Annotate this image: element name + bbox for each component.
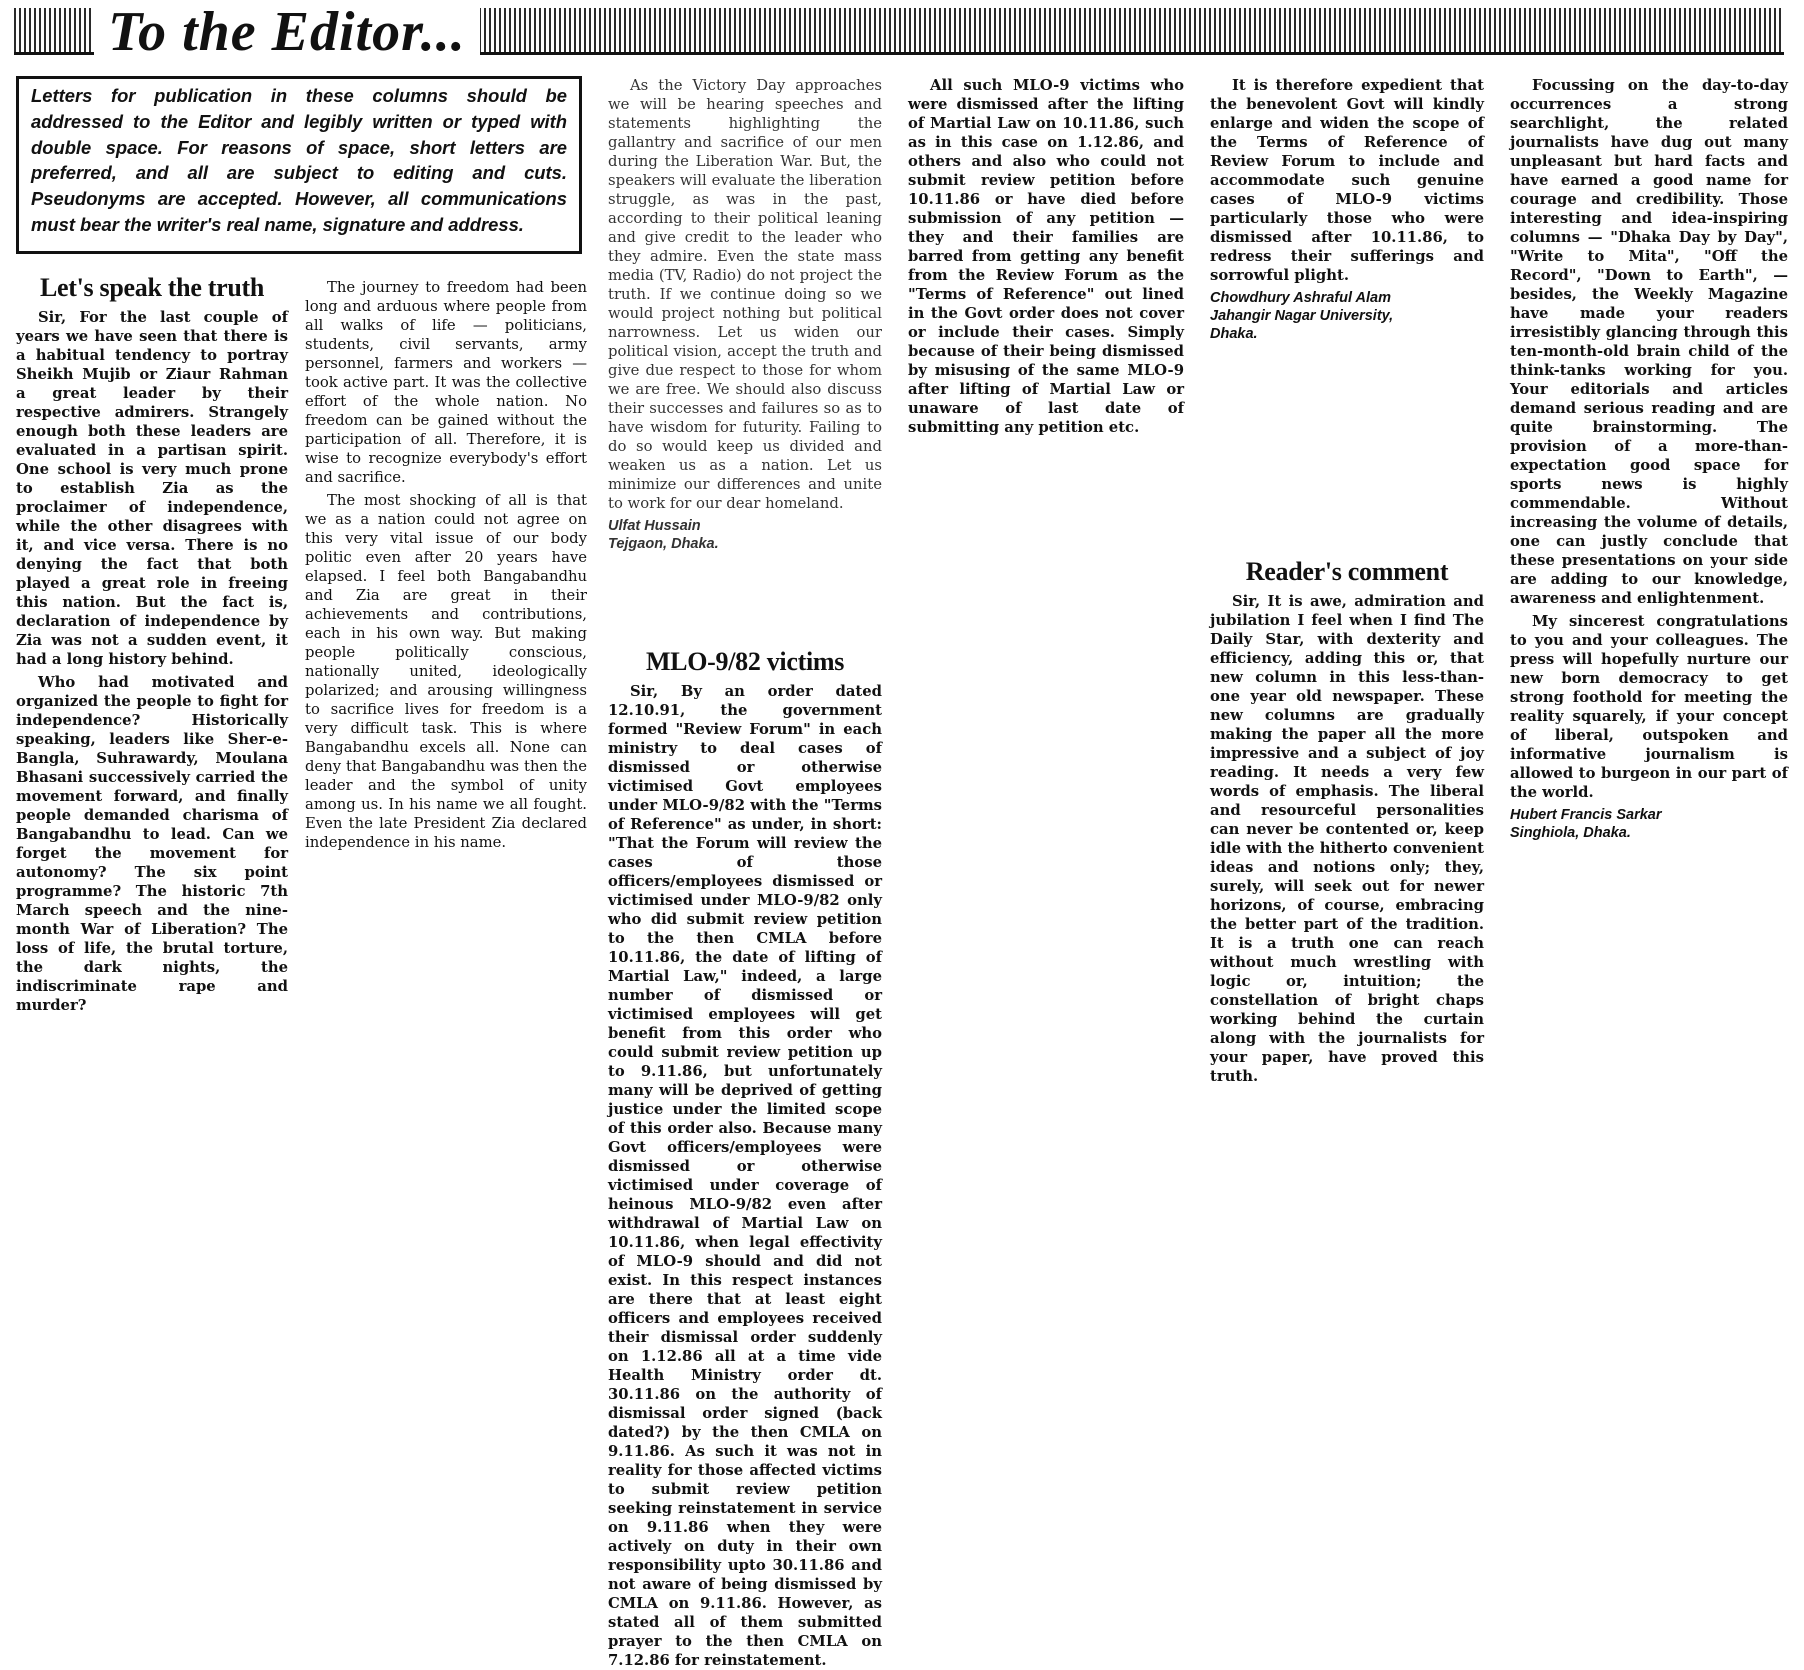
- letter-title-mlo: MLO-9/82 victims: [645, 647, 845, 676]
- letter-paragraph: All such MLO-9 victims who were dismissed after the lifting of Martial Law on 10.11.86, such as in this case on 1.12.86, and others and also who could not submit review petition before 10.11.86 or have died before submission of any petition — they and their families are barred from getting any benefit from the Review Forum as the "Terms of Reference" out lined in the Govt order does not cover or include their cases. Simply because of their being dismissed by misusing of the same MLO-9 after lifting of Martial Law or unaware of last date of submitting any petition etc.: [908, 77, 1184, 436]
- letter-paragraph: The journey to freedom had been long and arduous where people from all walks of life — politicians, students, civil servants, army personnel, farmers and workers — took active part. It was the collective effort of the whole nation. No freedom can be gained without the participation of all. Therefore, it is wise to recognize everybody's effort and sacrifice.: [305, 279, 587, 486]
- letter-signature: [608, 517, 882, 553]
- submission-notice-box: Letters for publication in these columns should be addressed to the Editor and legibly written or typed with double space. For reasons of space, short letters are preferred, and all are subject to editing and cuts. Pseudonyms are accepted. However, all communications must bear the writer's real name, signature and address.: [16, 76, 582, 254]
- letter-mlo-col5: [1210, 76, 1484, 546]
- letter-paragraph: Focussing on the day-to-day occurrences a strong searchlight, the related journalists have dug out many unpleasant but hard facts and have earned a good name for courage and credibility. Those interesting and idea-inspiring columns — "Dhaka Day by Day", "Write to Mita", "Off the Record", "Down to Earth", — besides, the Weekly Magazine have made your readers irresistibly glancing through this ten-month-old brain child of the think-tanks working for you. Your editorials and articles demand serious reading and are quite brainstorming. The provision of a more-than-expectation good space for sports news is highly commendable. Without increasing the volume of details, one can justly conclude that these presentations on your side are adding to our knowledge, awareness and enlightenment.: [1510, 77, 1788, 607]
- section-title: To the Editor...: [94, 0, 480, 64]
- letter-signature: [1210, 289, 1484, 343]
- letter-paragraph: As the Victory Day approaches we will be hearing speeches and statements highlighting the gallantry and sacrifice of our men during the Liberation War. But, the speakers will evaluate the liberation struggle, as was in the past, according to their political leaning and give credit to the leader who they admire. Even the state mass media (TV, Radio) do not project the truth. If we continue doing so we would project nothing but political narrowness. Let us widen our political vision, accept the truth and give due respect to those for whom we are free. We should also discuss their successes and failures so as to have wisdom for futurity. Failing to do so would keep us divided and weaken us as a nation. Let us minimize our differences and unite to work for our dear homeland.: [608, 77, 882, 512]
- letter-paragraph: Sir, It is awe, admiration and jubilation I feel when I find The Daily Star, with dexterity and efficiency, adding this or, that new column in this less-than-one year old newspaper. These new columns are gradually making the paper all the more impressive and a subject of joy reading. It needs a very few words of emphasis. The liberal and resourceful personalities can never be contented or, keep idle with the hitherto convenient ideas and notions only; they, surely, will seek out for newer horizons, of course, embracing the better part of the tradition. It is a truth one can reach without much wrestling with logic or, intuition; the constellation of bright chaps working behind the curtain along with the journalists for your paper, have proved this truth.: [1210, 593, 1484, 1085]
- letter-mlo-col4: [908, 76, 1184, 986]
- letter-paragraph: Who had motivated and organized the people to fight for independence? Historically speaking, leaders like Sher-e-Bangla, Suhrawardy, Moulana Bhasani successively carried the movement forward, and finally people demanded charisma of Bangabandhu to lead. Can we forget the movement for autonomy? The six point programme? The historic 7th March speech and the nine-month War of Liberation? The loss of life, the brutal torture, the dark nights, the indiscriminate rape and murder?: [16, 674, 288, 1014]
- signature-name: Hubert Francis Sarkar: [1510, 807, 1662, 823]
- letter-speak-truth-col2: [305, 278, 587, 986]
- signature-place: Jahangir Nagar University,: [1210, 308, 1394, 324]
- letter-paragraph: Sir, For the last couple of years we have seen that there is a habitual tendency to portray Sheikh Mujib or Ziaur Rahman a great leader by their respective admirers. Strangely enough both these leaders are evaluated in a partisan spirit. One school is very much prone to establish Zia as the proclaimer of independence, while the other disagrees with it, and vice versa. There is no denying the fact that both played a great role in freeing this nation. But the fact is, declaration of independence by Zia was not a sudden event, it had a long history behind.: [16, 309, 288, 668]
- letter-mlo-col3: [608, 646, 882, 1669]
- signature-name: Chowdhury Ashraful Alam: [1210, 290, 1391, 306]
- signature-city: Dhaka.: [1210, 326, 1258, 342]
- letter-title-speak-truth: Let's speak the truth: [39, 273, 265, 302]
- letter-paragraph: It is therefore expedient that the benevolent Govt will kindly enlarge and widen the scope of the Terms of Reference of Review Forum to include and accommodate such genuine cases of MLO-9 victims particularly those who were dismissed after 10.11.86, to redress their sufferings and sorrowful plight.: [1210, 77, 1484, 284]
- signature-place: Singhiola, Dhaka.: [1510, 825, 1631, 841]
- letter-paragraph: My sincerest congratulations to you and your colleagues. The press will hopefully nurture our new born democracy to get strong foothold for meeting the reality squarely, if your concept of liberal, outspoken and informative journalism is allowed to burgeon in our part of the world.: [1510, 613, 1788, 801]
- letter-readers-comment-col5: [1210, 556, 1484, 1085]
- letter-paragraph: The most shocking of all is that we as a nation could not agree on this very vital issue of our body politic even after 20 years have elapsed. I feel both Bangabandhu and Zia are great in their achievements and contributions, each in his own way. But making people politically conscious, nationally united, ideologically polarized; and arousing willingness to sacrifice lives for freedom is a very difficult task. This is where Bangabandhu excels all. None can deny that Bangabandhu was then the leader and the symbol of unity among us. In his name we all fought. Even the late President Zia declared independence in his name.: [305, 492, 587, 851]
- section-header-band: [14, 1, 1784, 63]
- letter-paragraph: Sir, By an order dated 12.10.91, the government formed "Review Forum" in each ministry to deal cases of dismissed or otherwise victimised Govt employees under MLO-9/82 with the "Terms of Reference" as under, in short: "That the Forum will review the cases of those officers/employees dismissed or victimised under MLO-9/82 only who did submit review petition to the then CMLA before 10.11.86, the date of lifting of Martial Law," indeed, a large number of dismissed or victimised employees will get benefit from this order who could submit review petition up to 9.11.86, but unfortunately many will be deprived of getting justice under the limited scope of this order also. Because many Govt officers/employees were dismissed or otherwise victimised under coverage of heinous MLO-9/82 even after withdrawal of Martial Law on 10.11.86, when legal effectivity of MLO-9 should and did not exist. In this respect instances are there that at least eight officers and employees received their dismissal order suddenly on 1.12.86 all at a time vide Health Ministry order dt. 30.11.86 on the authority of dismissal order signed (back dated?) by the then CMLA on 9.11.86. As such it was not in reality for those affected victims to submit review petition seeking reinstatement in service on 9.11.86 when they were actively on duty in their own responsibility upto 30.11.86 and not aware of being dismissed by CMLA on 9.11.86. However, as stated all of them submitted prayer to the then CMLA on 7.12.86 for reinstatement.: [608, 683, 882, 1669]
- letter-signature: [1510, 806, 1788, 842]
- letter-readers-comment-col6: [1510, 76, 1788, 986]
- letter-title-readers-comment: Reader's comment: [1245, 557, 1449, 586]
- signature-place: Tejgaon, Dhaka.: [608, 536, 719, 552]
- signature-name: Ulfat Hussain: [608, 518, 701, 534]
- letter-speak-truth-col1: [16, 272, 288, 1014]
